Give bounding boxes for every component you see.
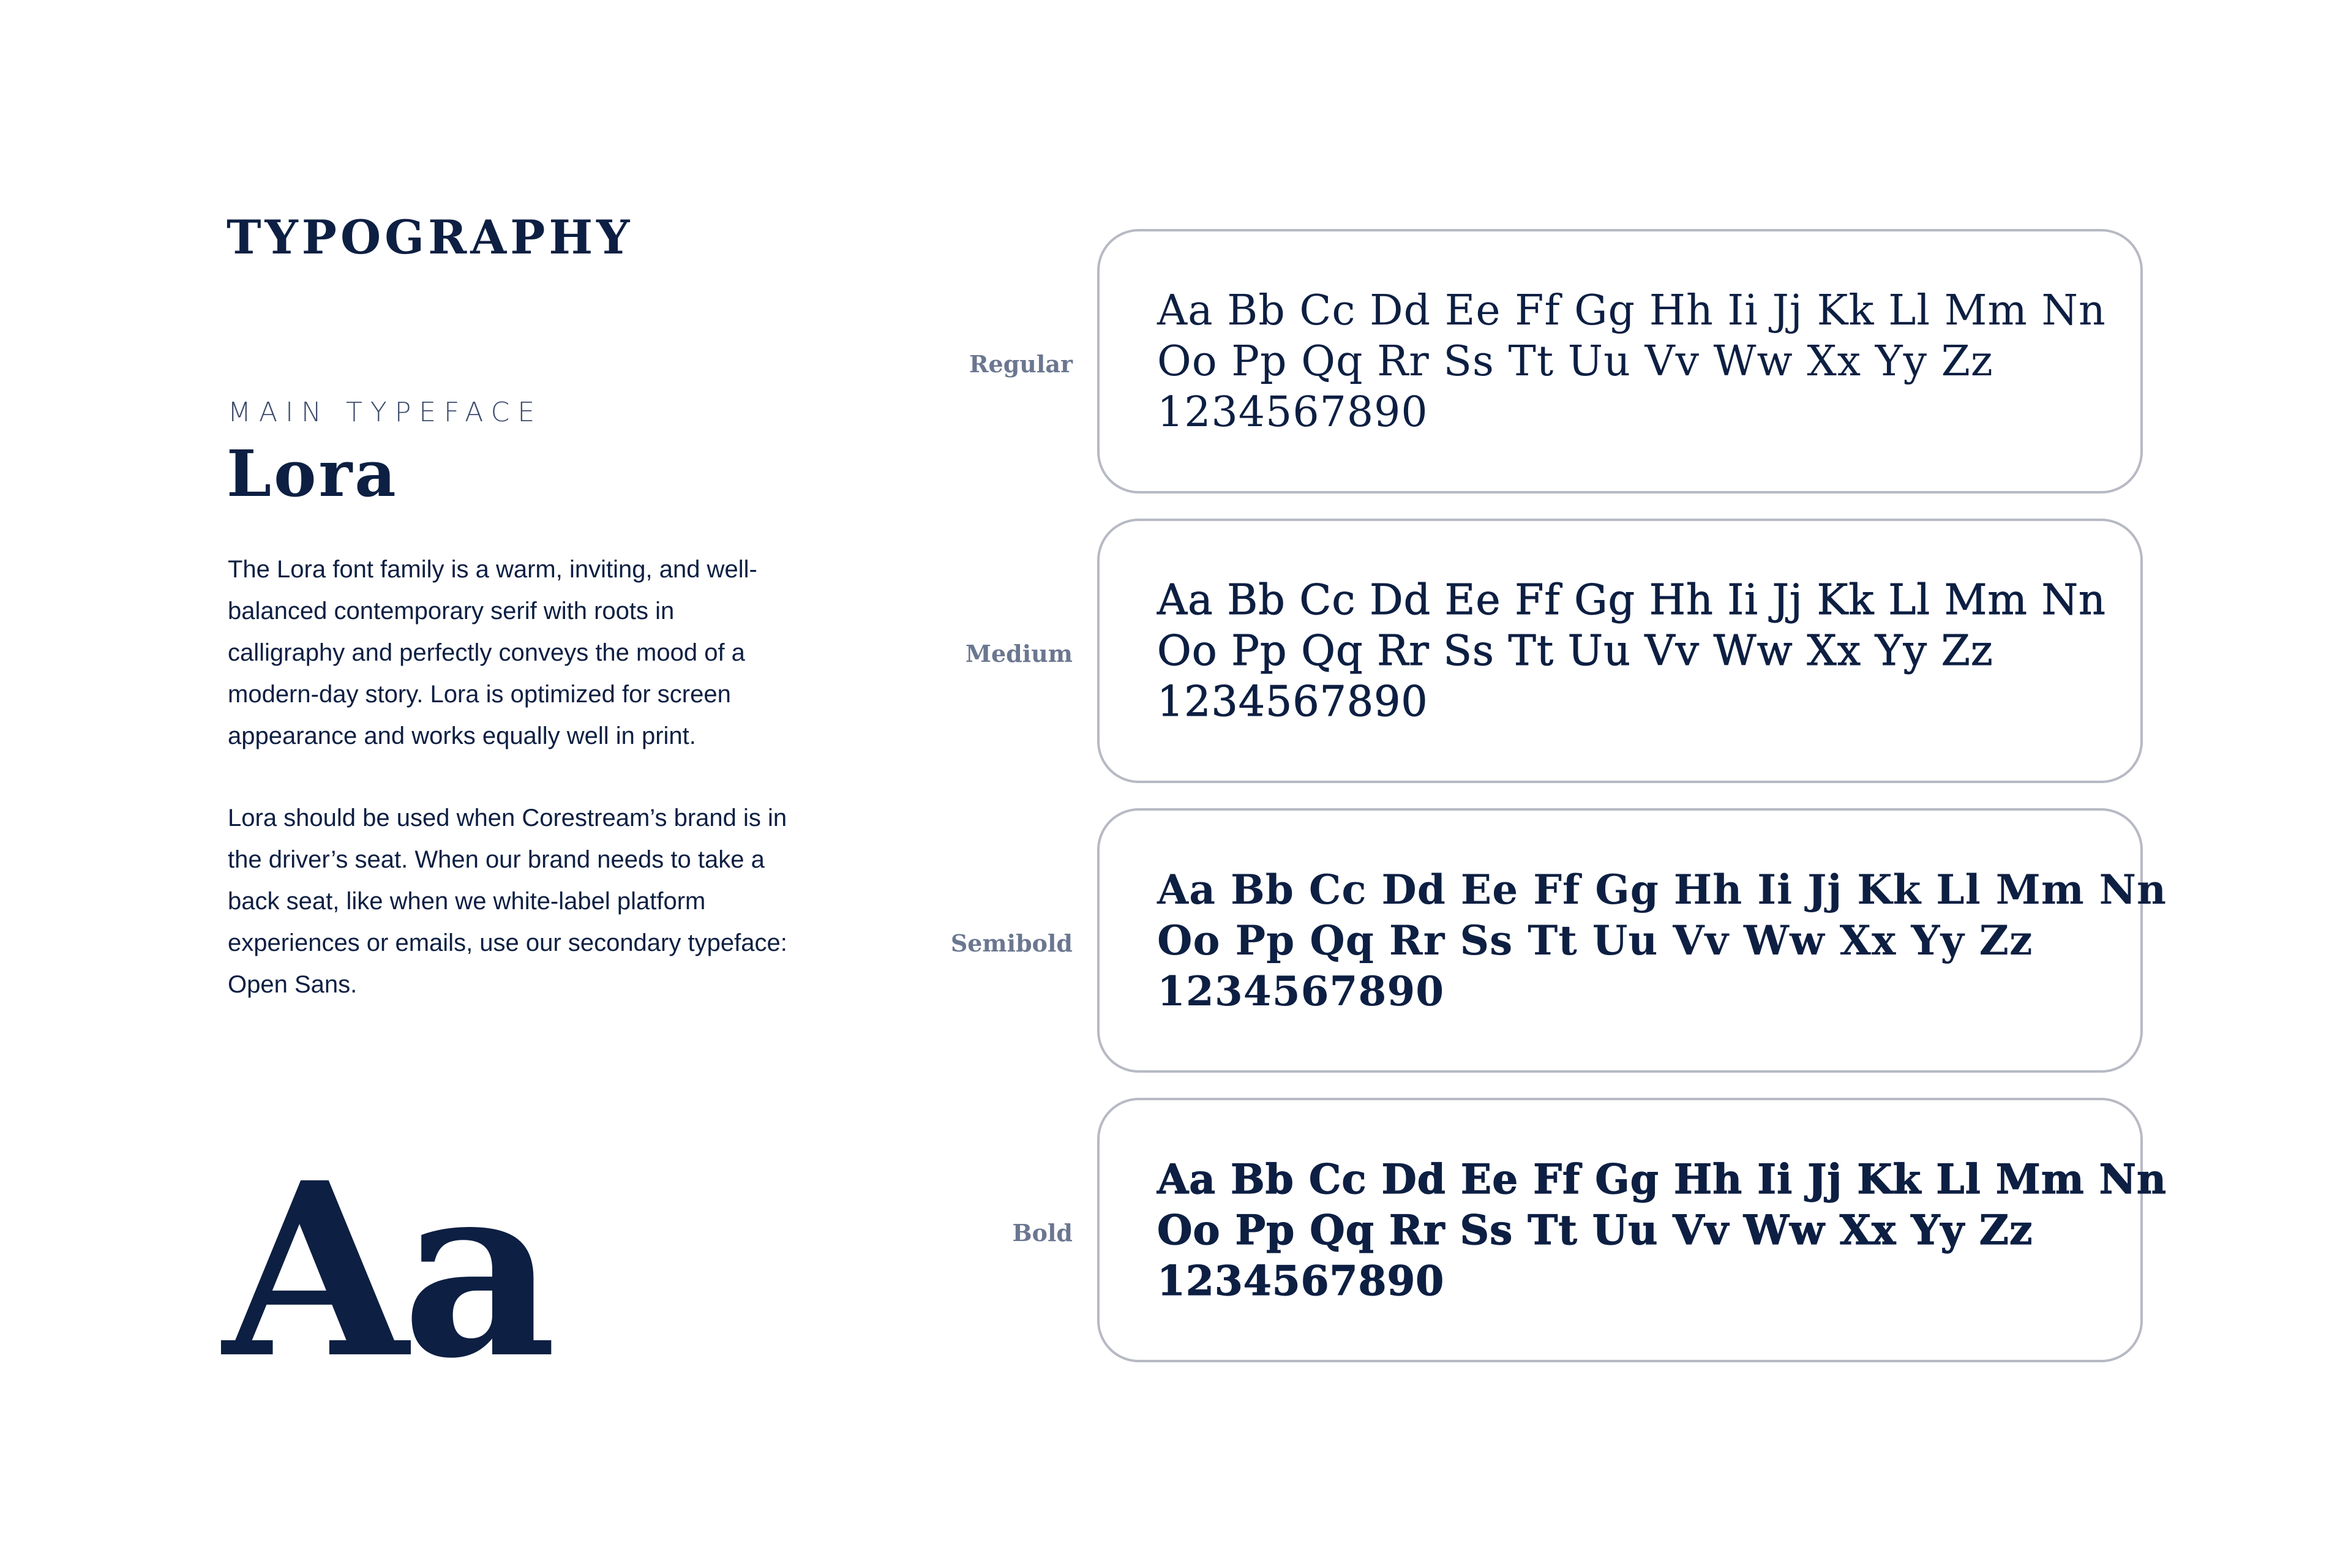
glyph-line-numerals: 1234567890 — [1157, 967, 1445, 1015]
glyph-line-letters-1: Aa Bb Cc Dd Ee Ff Gg Hh Ii Jj Kk Ll Mm Nn — [1157, 866, 2167, 913]
glyph-sample-medium — [1157, 575, 2106, 727]
typeface-description-secondary: Lora should be used when Corestream’s brand is in the driver’s seat. When our brand needs to take a back seat, like when we white-label platform experiences or emails, use our secondary typeface: Open Sans. — [228, 805, 787, 998]
glyph-line-letters-2: Oo Pp Qq Rr Ss Tt Uu Vv Ww Xx Yy Zz — [1157, 627, 1993, 675]
glyph-line-letters-2: Oo Pp Qq Rr Ss Tt Uu Vv Ww Xx Yy Zz — [1157, 337, 1993, 386]
weight-row-regular — [918, 229, 2143, 498]
typeface-specimen: Aa — [223, 1130, 551, 1411]
glyph-sample-regular — [1157, 285, 2106, 438]
weight-label-bold: Bold — [1012, 1218, 1073, 1247]
weight-card-regular — [1097, 229, 2143, 493]
glyph-sample-semibold — [1157, 865, 2167, 1017]
glyph-line-letters-1: Aa Bb Cc Dd Ee Ff Gg Hh Ii Jj Kk Ll Mm Nn — [1157, 576, 2106, 625]
typeface-name: Lora — [227, 436, 399, 511]
weight-row-medium — [918, 519, 2143, 788]
glyph-line-numerals: 1234567890 — [1157, 388, 1428, 437]
typeface-description-primary: The Lora font family is a warm, inviting, and well-balanced contemporary serif with roots in calligraphy and perfectly conveys the mood of a modern-day story. Lora is optimized for screen appearance and works equally well in print. — [228, 556, 757, 749]
glyph-line-letters-1: Aa Bb Cc Dd Ee Ff Gg Hh Ii Jj Kk Ll Mm Nn — [1157, 287, 2106, 335]
page-title: TYPOGRAPHY — [227, 210, 634, 264]
glyph-line-letters-1: Aa Bb Cc Dd Ee Ff Gg Hh Ii Jj Kk Ll Mm Nn — [1157, 1155, 2167, 1203]
glyph-line-letters-2: Oo Pp Qq Rr Ss Tt Uu Vv Ww Xx Yy Zz — [1157, 1206, 2033, 1254]
glyph-line-numerals: 1234567890 — [1157, 1257, 1445, 1305]
weight-label-regular: Regular — [969, 350, 1073, 378]
typeface-eyebrow: MAIN TYPEFACE — [228, 397, 543, 428]
weight-row-bold — [918, 1098, 2167, 1367]
glyph-line-numerals: 1234567890 — [1157, 678, 1428, 726]
weight-row-semibold — [918, 808, 2167, 1078]
weight-card-medium — [1097, 519, 2143, 783]
glyph-sample-bold — [1157, 1154, 2167, 1307]
weight-card-semibold — [1097, 808, 2167, 1073]
weight-label-semibold: Semibold — [950, 929, 1073, 957]
weight-card-bold — [1097, 1098, 2167, 1362]
glyph-line-letters-2: Oo Pp Qq Rr Ss Tt Uu Vv Ww Xx Yy Zz — [1157, 917, 2033, 964]
weight-label-medium: Medium — [965, 639, 1073, 667]
